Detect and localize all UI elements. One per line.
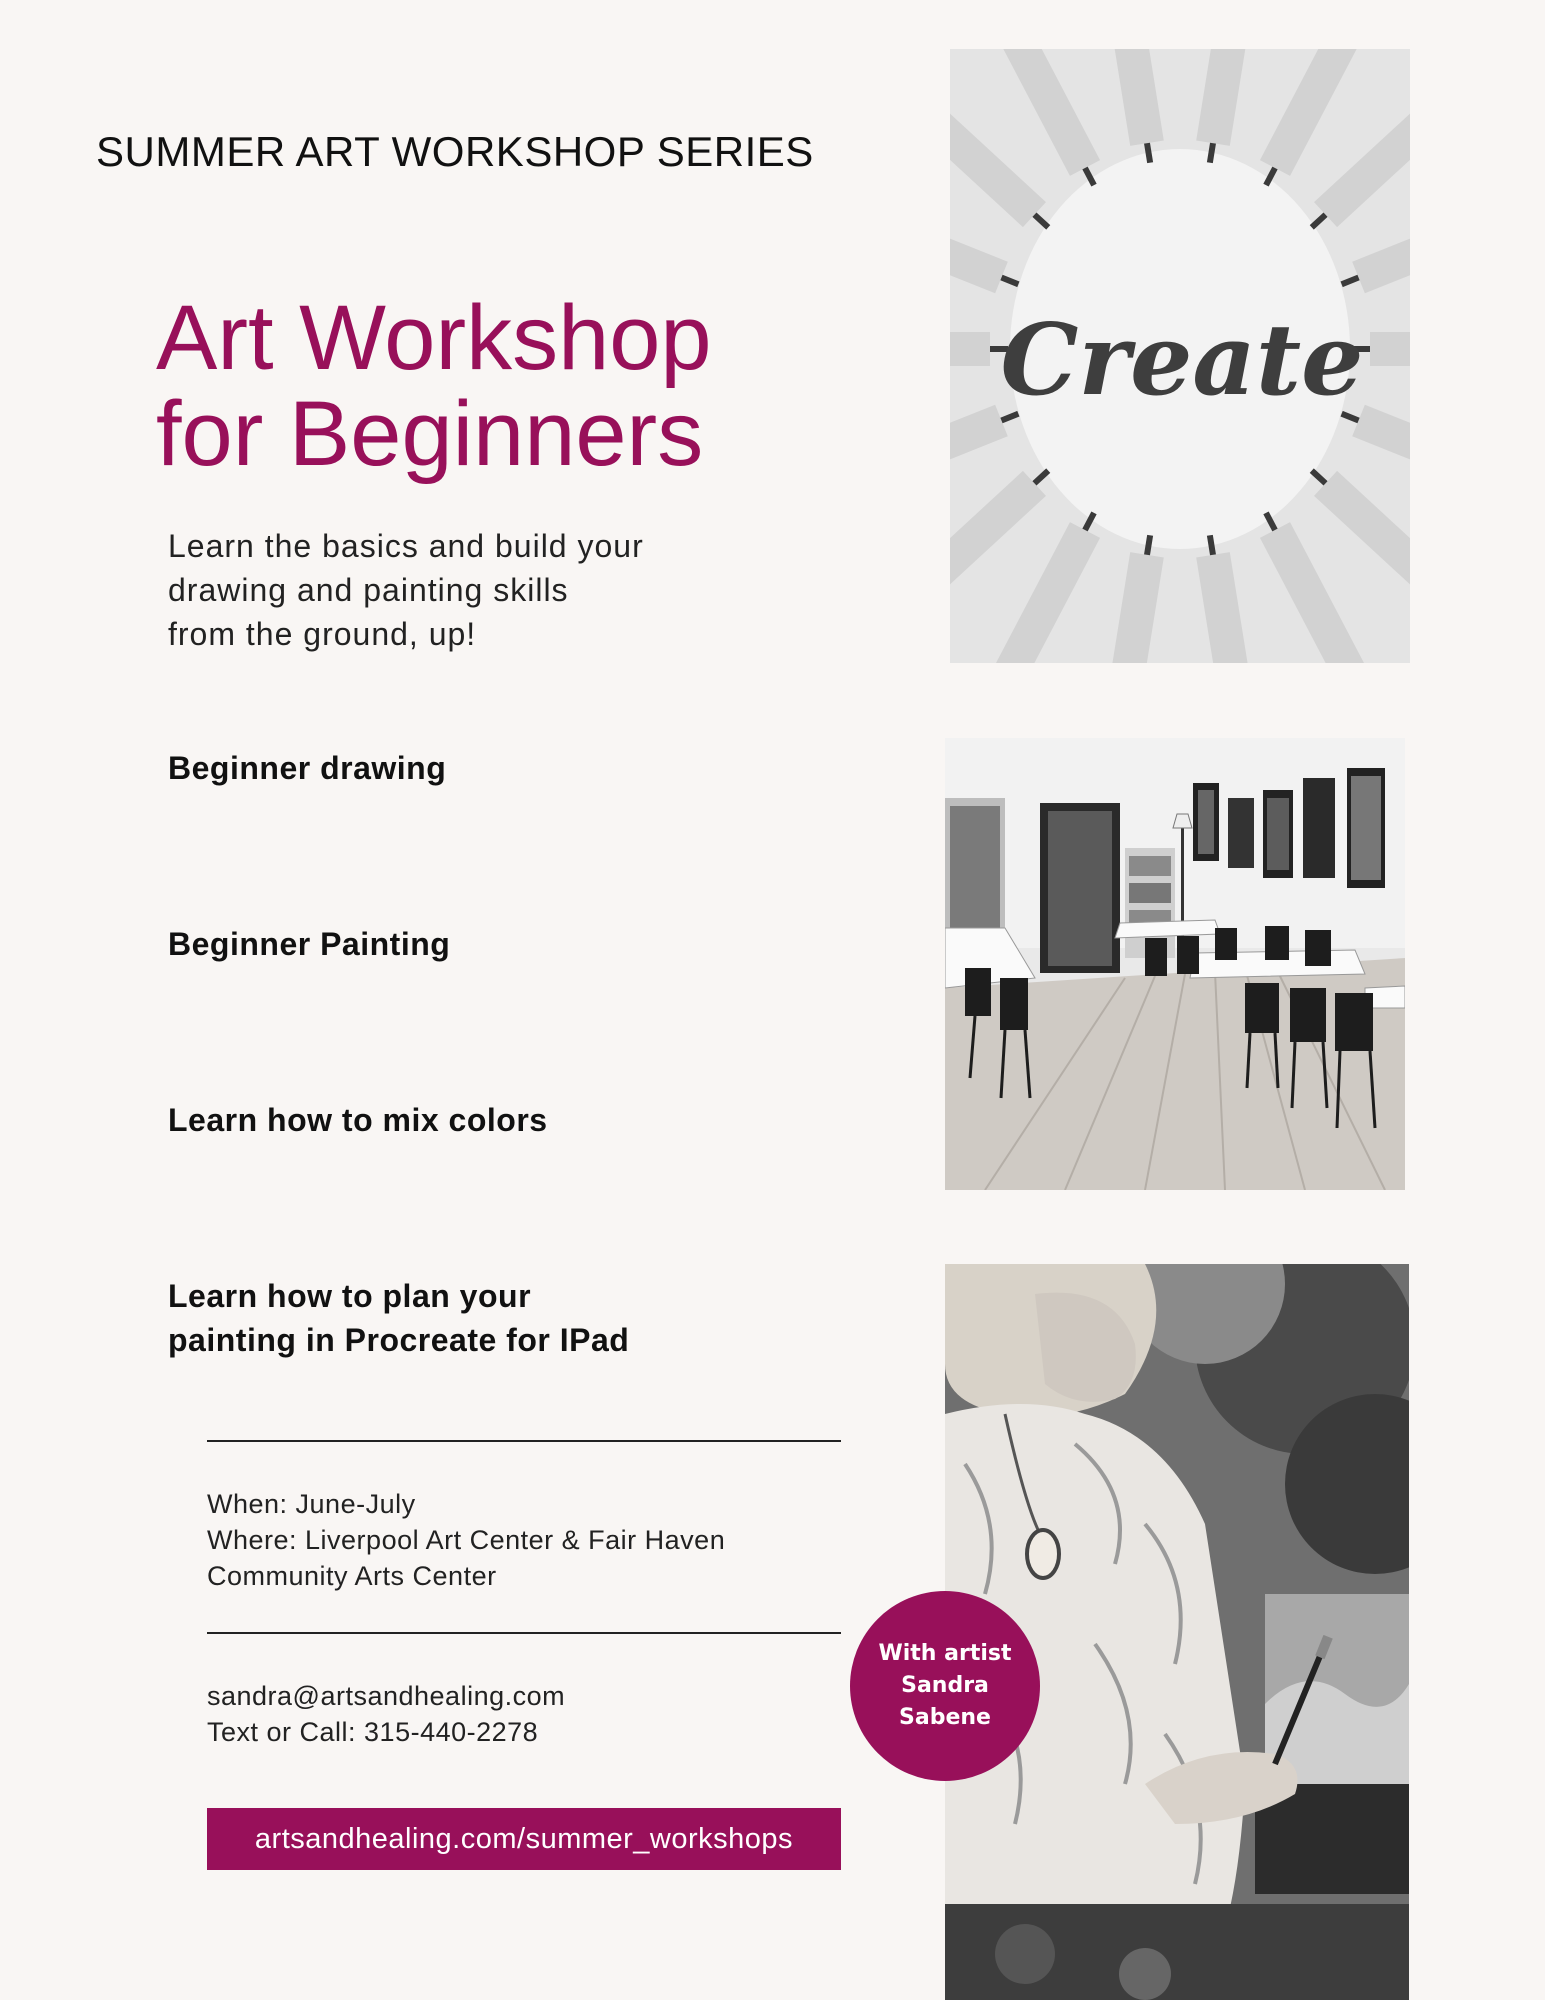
topic-label: Beginner Painting [168,926,451,962]
classroom-photo [945,738,1405,1190]
website-link[interactable]: artsandhealing.com/summer_workshops [254,1822,794,1855]
topic-label: Beginner drawing [168,750,447,786]
when-text: When: June-July [207,1489,416,1519]
series-heading: SUMMER ART WORKSHOP SERIES [96,128,814,175]
pencil-tip [1147,535,1150,554]
pencil-tip [1210,535,1213,554]
topic-beginner-painting [168,922,450,966]
contact-email[interactable]: sandra@artsandhealing.com [207,1681,566,1711]
intro-text [168,524,788,656]
where-text-line-2: Community Arts Center [207,1561,497,1591]
page-title [156,287,916,485]
divider-bottom [207,1632,841,1634]
intro-line-3: from the ground, up! [168,616,477,652]
intro-line-1: Learn the basics and build your [168,528,644,564]
title-line-1: Art Workshop [156,287,712,389]
badge-line-1: With artist [878,1641,1012,1666]
classroom-illustration [945,738,1405,1190]
pencil-tip [1147,143,1150,162]
website-link-bar[interactable] [207,1808,841,1870]
badge-line-2: Sandra [901,1673,989,1698]
badge-line-3: Sabene [899,1705,991,1730]
contact-details [207,1678,565,1750]
title-line-2: for Beginners [156,383,704,485]
topic-label-line-1: Learn how to plan your [168,1278,532,1314]
topic-mix-colors [168,1098,548,1142]
topic-label: Learn how to mix colors [168,1102,548,1138]
contact-phone: Text or Call: 315-440-2278 [207,1717,539,1747]
create-word: Create [1000,303,1364,418]
event-details [207,1486,725,1594]
pencil-tip [1210,143,1213,162]
pencils-create-photo [950,49,1410,663]
topic-label-line-2: painting in Procreate for IPad [168,1322,630,1358]
topic-beginner-drawing [168,746,446,790]
artist-badge [850,1591,1040,1781]
topic-procreate [168,1274,629,1362]
pencils-illustration [950,49,1410,663]
intro-line-2: drawing and painting skills [168,572,569,608]
where-text-line-1: Where: Liverpool Art Center & Fair Haven [207,1525,726,1555]
divider-top [207,1440,841,1442]
